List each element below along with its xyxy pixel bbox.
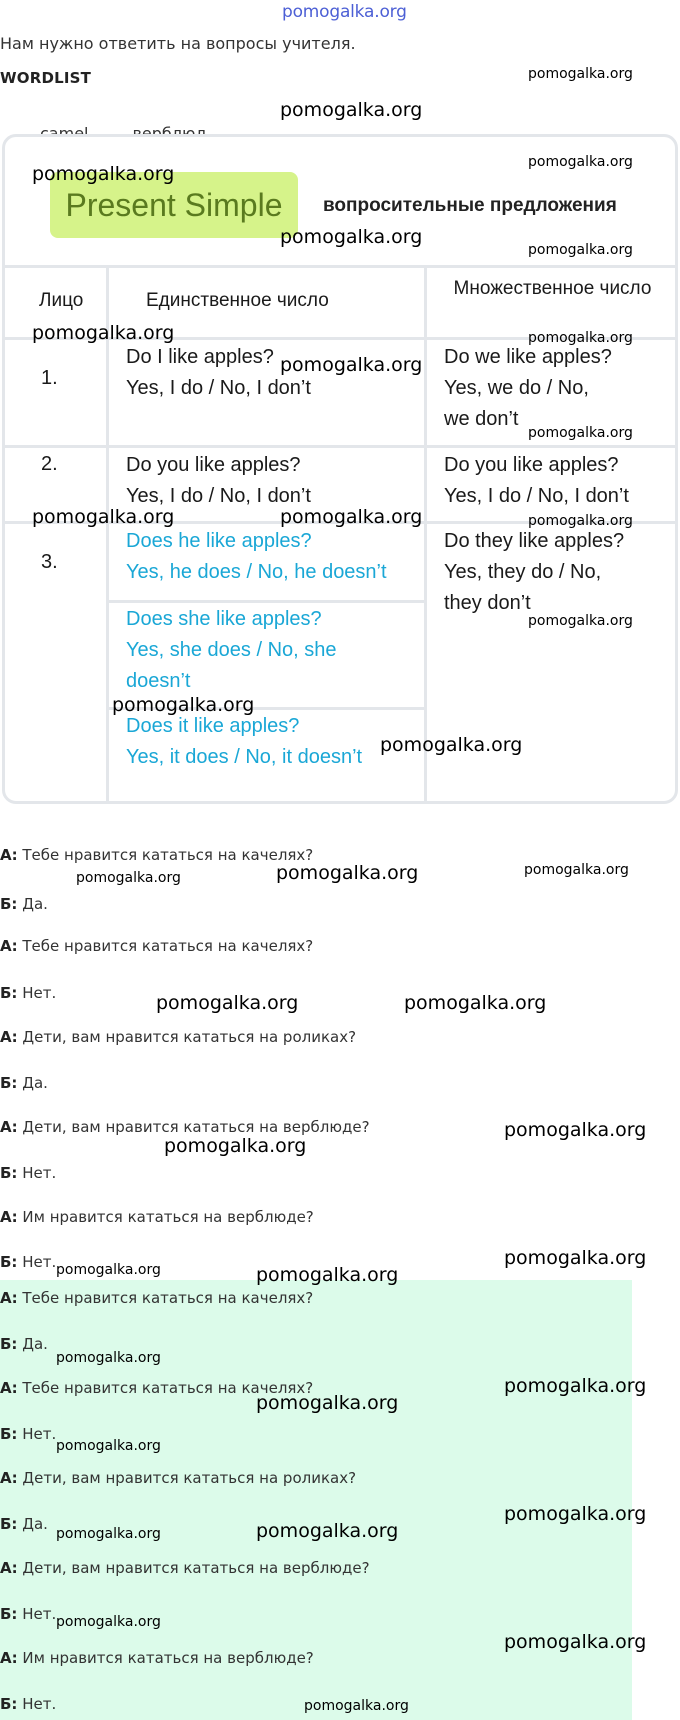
answer-line: А: Дети, вам нравится кататься на верблюде?: [0, 1559, 370, 1577]
watermark: pomogalka.org: [280, 99, 423, 121]
watermark: pomogalka.org: [112, 694, 255, 716]
watermark: pomogalka.org: [276, 862, 419, 884]
watermark: pomogalka.org: [56, 1438, 161, 1454]
watermark: pomogalka.org: [56, 1262, 161, 1278]
question-line: Do you like apples?: [444, 454, 619, 476]
watermark: pomogalka.org: [56, 1350, 161, 1366]
watermark: pomogalka.org: [164, 1135, 307, 1157]
answer-line: Б: Нет.: [0, 1425, 57, 1443]
answer-line: Yes, it does / No, it doesn’t: [126, 746, 363, 768]
dialogue-line: Б: Нет.: [0, 984, 57, 1002]
answer-line: А: Дети, вам нравится кататься на роликах?: [0, 1469, 357, 1487]
answer-line: Yes, they do / No,: [444, 561, 602, 583]
dialogue-line: А: Тебе нравится кататься на качелях?: [0, 937, 314, 955]
watermark: pomogalka.org: [32, 506, 175, 528]
watermark: pomogalka.org: [524, 862, 629, 878]
answer-line: Б: Да.: [0, 1335, 48, 1353]
watermark: pomogalka.org: [504, 1119, 647, 1141]
answer-line: Yes, I do / No, I don’t: [126, 377, 311, 399]
cell-3-he: [126, 526, 421, 588]
answer-line: Yes, he does / No, he doesn’t: [126, 561, 387, 583]
watermark: pomogalka.org: [32, 163, 175, 185]
watermark: pomogalka.org: [56, 1614, 161, 1630]
answer-line: Б: Да.: [0, 1515, 48, 1533]
dialogue-line: А: Дети, вам нравится кататься на верблюде?: [0, 1118, 370, 1136]
watermark: pomogalka.org: [280, 354, 423, 376]
answer-line: Б: Нет.: [0, 1695, 57, 1713]
dialogue-line: А: Им нравится кататься на верблюде?: [0, 1208, 314, 1226]
answer-line: А: Тебе нравится кататься на качелях?: [0, 1289, 314, 1307]
watermark: pomogalka.org: [528, 613, 633, 629]
watermark: pomogalka.org: [528, 330, 633, 346]
watermark: pomogalka.org: [504, 1503, 647, 1525]
person-number: 1.: [41, 367, 58, 389]
col-header-singular: Единственное число: [146, 290, 329, 311]
answer-line: they don’t: [444, 592, 531, 614]
cell-2-plural: [444, 450, 679, 512]
answer-line: Yes, I do / No, I don’t: [126, 485, 311, 507]
present-simple-badge: Present Simple: [50, 172, 298, 238]
answer-line: Б: Нет.: [0, 1605, 57, 1623]
col-header-person: Лицо: [39, 290, 84, 311]
watermark: pomogalka.org: [504, 1631, 647, 1653]
answer-line: Yes, she does / No, she: [126, 639, 337, 661]
watermark: pomogalka.org: [380, 734, 523, 756]
watermark: pomogalka.org: [504, 1375, 647, 1397]
answer-line: Yes, we do / No,: [444, 377, 589, 399]
question-line: Does it like apples?: [126, 715, 300, 737]
watermark: pomogalka.org: [32, 322, 175, 344]
watermark: pomogalka.org: [304, 1698, 409, 1714]
question-line: Do you like apples?: [126, 454, 301, 476]
watermark: pomogalka.org: [528, 513, 633, 529]
answer-line: А: Им нравится кататься на верблюде?: [0, 1649, 314, 1667]
dialogue-line: А: Дети, вам нравится кататься на роликах?: [0, 1028, 357, 1046]
table-divider: [107, 600, 425, 603]
col-header-plural: Множественное число: [453, 278, 652, 299]
intro-text: Нам нужно ответить на вопросы учителя.: [0, 34, 356, 53]
dialogue-line: Б: Нет.: [0, 1164, 57, 1182]
question-line: Does he like apples?: [126, 530, 312, 552]
watermark: pomogalka.org: [156, 992, 299, 1014]
dialogue-line: Б: Нет.: [0, 1253, 57, 1271]
question-line: Do they like apples?: [444, 530, 625, 552]
watermark: pomogalka.org: [280, 506, 423, 528]
watermark: pomogalka.org: [256, 1520, 399, 1542]
watermark: pomogalka.org: [76, 870, 181, 886]
table-subtitle: вопросительные предложения: [323, 195, 617, 216]
watermark: pomogalka.org: [528, 66, 633, 82]
watermark: pomogalka.org: [528, 425, 633, 441]
dialogue-line: Б: Да.: [0, 895, 48, 913]
watermark: pomogalka.org: [528, 242, 633, 258]
watermark: pomogalka.org: [280, 226, 423, 248]
dialogue-line: А: Тебе нравится кататься на качелях?: [0, 846, 314, 864]
person-number: 2.: [41, 453, 58, 475]
watermark: pomogalka.org: [56, 1526, 161, 1542]
watermark: pomogalka.org: [528, 154, 633, 170]
cell-3-it: [126, 711, 421, 773]
answer-line: Yes, I do / No, I don’t: [444, 485, 629, 507]
cell-3-she: [126, 604, 421, 697]
watermark: pomogalka.org: [404, 992, 547, 1014]
watermark: pomogalka.org: [504, 1247, 647, 1269]
question-line: Does she like apples?: [126, 608, 322, 630]
cell-3-plural: [444, 526, 679, 619]
answer-line: we don’t: [444, 408, 519, 430]
answer-line: doesn’t: [126, 670, 191, 692]
watermark: pomogalka.org: [256, 1264, 399, 1286]
question-line: Do we like apples?: [444, 346, 612, 368]
answer-line: А: Тебе нравится кататься на качелях?: [0, 1379, 314, 1397]
wordlist-heading: WORDLIST: [0, 69, 92, 87]
table-divider: [424, 265, 427, 801]
watermark: pomogalka.org: [256, 1392, 399, 1414]
site-logo[interactable]: pomogalka.org: [282, 2, 407, 22]
cell-2-singular: [126, 450, 421, 512]
person-number: 3.: [41, 551, 58, 573]
cell-1-plural: [444, 342, 679, 435]
question-line: Do I like apples?: [126, 346, 274, 368]
table-divider: [106, 265, 109, 801]
dialogue-line: Б: Да.: [0, 1074, 48, 1092]
